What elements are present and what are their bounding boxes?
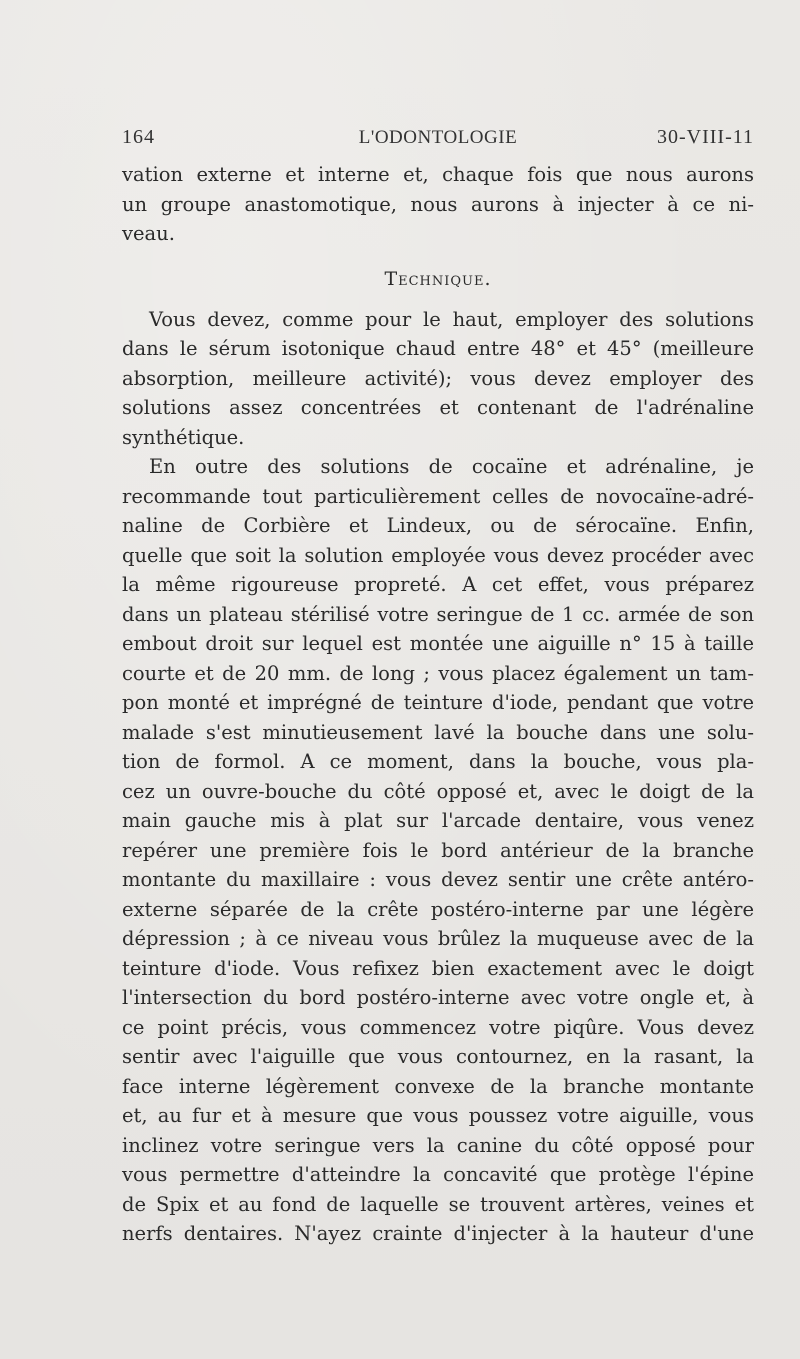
text-line: pon monté et imprégné de teinture d'iode, pendant que votre [122, 691, 754, 714]
text-line: recommande tout particulièrement celles de novocaïne-adré- [122, 484, 754, 508]
text-line: un groupe anastomotique, nous aurons à injecter à ce ni- [122, 192, 754, 216]
text-line: quelle que soit la solution employée vous devez procéder avec [122, 543, 754, 567]
body-text [122, 160, 754, 1249]
text-line: repérer une première fois le bord antérieur de la branche [122, 838, 754, 862]
text-line: la même rigoureuse propreté. A cet effet, vous préparez [122, 573, 754, 596]
text-line: Vous devez, comme pour le haut, employer des solutions [149, 307, 754, 331]
text-line: dans le sérum isotonique chaud entre 48° et 45° (meilleure [122, 337, 754, 360]
paragraph-1 [122, 305, 754, 453]
issue-date: 30-VIII-11 [656, 126, 754, 148]
text-line: vous permettre d'atteindre la concavité que protège l'épine [122, 1163, 754, 1186]
text-line: absorption, meilleure activité); vous devez employer des [122, 366, 754, 390]
journal-title: L'ODONTOLOGIE [358, 127, 518, 148]
paragraph-2 [122, 452, 754, 1249]
text-line: montante du maxillaire : vous devez sentir une crête antéro- [122, 868, 754, 891]
text-line: cez un ouvre-bouche du côté opposé et, avec le doigt de la [122, 779, 754, 803]
text-line: tion de formol. A ce moment, dans la bouche, vous pla- [122, 750, 754, 773]
text-line: naline de Corbière et Lindeux, ou de sérocaïne. Enfin, [122, 514, 754, 537]
page-number: 164 [122, 126, 155, 148]
text-line: nerfs dentaires. N'ayez crainte d'injecter à la hauteur d'une [122, 1222, 754, 1245]
running-header [122, 126, 754, 152]
text-line: malade s'est minutieusement lavé la bouche dans une solu- [122, 720, 754, 744]
text-line: dépression ; à ce niveau vous brûlez la muqueuse avec de la [122, 927, 754, 950]
text-line: externe séparée de la crête postéro-interne par une légère [122, 897, 754, 921]
text-line: solutions assez concentrées et contenant de l'adrénaline [122, 396, 754, 419]
text-line: l'intersection du bord postéro-interne avec votre ongle et, à [122, 986, 754, 1009]
text-line: embout droit sur lequel est montée une aiguille n° 15 à taille [122, 632, 754, 655]
text-line: sentir avec l'aiguille que vous contournez, en la rasant, la [122, 1045, 754, 1068]
text-line: veau. [122, 222, 175, 245]
section-heading: Technique. [384, 267, 492, 290]
text-line: En outre des solutions de cocaïne et adrénaline, je [149, 455, 754, 478]
text-line: ce point précis, vous commencez votre piqûre. Vous devez [122, 1015, 754, 1039]
intro-paragraph [122, 160, 754, 249]
text-line: main gauche mis à plat sur l'arcade dentaire, vous venez [122, 809, 754, 832]
text-line: et, au fur et à mesure que vous poussez votre aiguille, vous [122, 1104, 754, 1127]
text-line: de Spix et au fond de laquelle se trouvent artères, veines et [122, 1192, 754, 1216]
text-line: teinture d'iode. Vous refixez bien exactement avec le doigt [122, 956, 754, 980]
text-line: vation externe et interne et, chaque fois que nous aurons [122, 163, 754, 186]
text-line: courte et de 20 mm. de long ; vous placez également un tam- [122, 661, 754, 685]
text-line: dans un plateau stérilisé votre seringue de 1 cc. armée de son [122, 602, 754, 626]
text-line: synthétique. [122, 425, 245, 449]
text-line: face interne légèrement convexe de la branche montante [122, 1074, 754, 1098]
text-line: inclinez votre seringue vers la canine du côté opposé pour [122, 1133, 754, 1157]
